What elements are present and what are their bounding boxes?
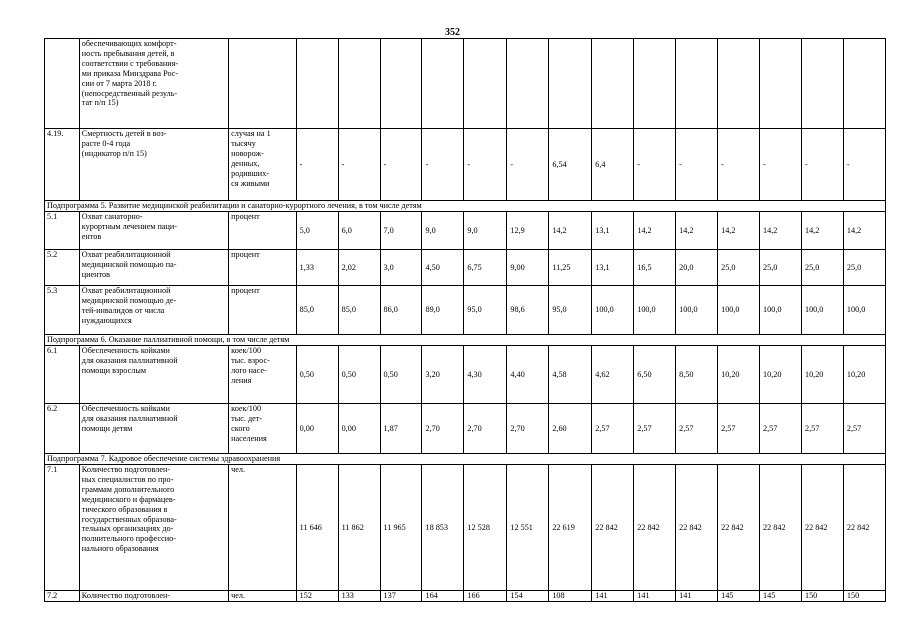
value-cell <box>422 39 464 129</box>
value-cell: 0,00 <box>338 404 380 454</box>
row-number: 5.1 <box>45 212 80 250</box>
value-cell <box>338 39 380 129</box>
indicator-name: Количество подготовлен- <box>79 591 228 602</box>
value-cell <box>676 39 718 129</box>
value-cell: 25,0 <box>843 250 885 286</box>
value-cell: 6,4 <box>592 129 634 201</box>
row-number: 6.1 <box>45 346 80 404</box>
section-title: Подпрограмма 5. Развитие медицинской реабилитации и санаторно-курортного лечения, в том числе детям <box>45 201 886 212</box>
value-cell: 22 842 <box>634 465 676 591</box>
value-cell: 0,50 <box>338 346 380 404</box>
value-cell: 3,0 <box>380 250 422 286</box>
value-cell: 2,57 <box>592 404 634 454</box>
value-cell: 100,0 <box>718 286 760 335</box>
value-cell: 25,0 <box>718 250 760 286</box>
value-cell: 14,2 <box>718 212 760 250</box>
value-cell: 14,2 <box>549 212 592 250</box>
value-cell: 9,0 <box>464 212 507 250</box>
value-cell: 95,0 <box>549 286 592 335</box>
value-cell: 4,40 <box>507 346 549 404</box>
value-cell: 85,0 <box>296 286 338 335</box>
value-cell: 1,87 <box>380 404 422 454</box>
value-cell <box>507 39 549 129</box>
value-cell: 1,33 <box>296 250 338 286</box>
value-cell: 22 842 <box>592 465 634 591</box>
value-cell: 100,0 <box>676 286 718 335</box>
value-cell: 86,0 <box>380 286 422 335</box>
value-cell: 8,50 <box>676 346 718 404</box>
value-cell: 14,2 <box>634 212 676 250</box>
value-cell: - <box>464 129 507 201</box>
value-cell: 6,54 <box>549 129 592 201</box>
unit-cell: чел. <box>229 465 297 591</box>
value-cell: - <box>718 129 760 201</box>
indicator-name: обеспечивающих комфорт- ность пребывания детей, в соответствии с требования- ми приказа Минздрава Рос- сии от 7 марта 2018 г. (непосредственный резуль- тат п/п 15) <box>79 39 228 129</box>
section-title: Подпрограмма 7. Кадровое обеспечение системы здравоохранения <box>45 454 886 465</box>
value-cell: - <box>760 129 802 201</box>
value-cell: - <box>634 129 676 201</box>
value-cell: 85,0 <box>338 286 380 335</box>
section-title: Подпрограмма 6. Оказание паллиативной помощи, в том числе детям <box>45 335 886 346</box>
table-row <box>45 286 886 335</box>
page-number: 352 <box>445 27 460 38</box>
row-number <box>45 39 80 129</box>
value-cell: 14,2 <box>801 212 843 250</box>
value-cell: 164 <box>422 591 464 602</box>
value-cell: 14,2 <box>676 212 718 250</box>
value-cell: 20,0 <box>676 250 718 286</box>
value-cell: 10,20 <box>843 346 885 404</box>
value-cell: 25,0 <box>760 250 802 286</box>
value-cell: 5,0 <box>296 212 338 250</box>
value-cell: 2,57 <box>718 404 760 454</box>
value-cell: 141 <box>592 591 634 602</box>
value-cell: - <box>380 129 422 201</box>
value-cell: 13,1 <box>592 212 634 250</box>
value-cell: 9,00 <box>507 250 549 286</box>
value-cell: 2,70 <box>464 404 507 454</box>
table-row <box>45 465 886 591</box>
value-cell: 2,70 <box>422 404 464 454</box>
value-cell <box>592 39 634 129</box>
value-cell: 14,2 <box>760 212 802 250</box>
value-cell: 89,0 <box>422 286 464 335</box>
value-cell: 10,20 <box>801 346 843 404</box>
unit-cell: процент <box>229 212 297 250</box>
value-cell: 10,20 <box>760 346 802 404</box>
value-cell: 0,50 <box>296 346 338 404</box>
unit-cell <box>229 39 297 129</box>
value-cell: 133 <box>338 591 380 602</box>
value-cell: 150 <box>801 591 843 602</box>
value-cell: 25,0 <box>801 250 843 286</box>
value-cell: 100,0 <box>843 286 885 335</box>
unit-cell: чел. <box>229 591 297 602</box>
value-cell: 18 853 <box>422 465 464 591</box>
section-row <box>45 454 886 465</box>
section-row <box>45 335 886 346</box>
row-number: 5.2 <box>45 250 80 286</box>
indicator-name: Охват реабилитационной медицинской помощью па- циентов <box>79 250 228 286</box>
value-cell: 4,62 <box>592 346 634 404</box>
value-cell: - <box>676 129 718 201</box>
value-cell: 141 <box>634 591 676 602</box>
table-row <box>45 39 886 129</box>
value-cell: 2,57 <box>634 404 676 454</box>
value-cell <box>801 39 843 129</box>
value-cell: - <box>296 129 338 201</box>
row-number: 7.1 <box>45 465 80 591</box>
value-cell <box>549 39 592 129</box>
value-cell <box>760 39 802 129</box>
value-cell: 2,02 <box>338 250 380 286</box>
indicator-name: Количество подготовлен- ных специалистов по про- граммам дополнительного медицинского и фармацев- тического образования в государственных образова- тельных организациях до- полнительного профессио- нального образования <box>79 465 228 591</box>
value-cell <box>718 39 760 129</box>
table-row <box>45 129 886 201</box>
value-cell: 0,00 <box>296 404 338 454</box>
value-cell <box>843 39 885 129</box>
value-cell: 22 619 <box>549 465 592 591</box>
value-cell <box>464 39 507 129</box>
unit-cell: процент <box>229 286 297 335</box>
value-cell: 6,0 <box>338 212 380 250</box>
value-cell: 145 <box>718 591 760 602</box>
value-cell: 13,1 <box>592 250 634 286</box>
value-cell: 141 <box>676 591 718 602</box>
table-row <box>45 591 886 602</box>
value-cell: 22 842 <box>801 465 843 591</box>
value-cell: - <box>422 129 464 201</box>
value-cell: 4,30 <box>464 346 507 404</box>
value-cell: 22 842 <box>718 465 760 591</box>
unit-cell: случая на 1 тысячу новорож- денных, родивших- ся живыми <box>229 129 297 201</box>
value-cell: 6,75 <box>464 250 507 286</box>
value-cell: 16,5 <box>634 250 676 286</box>
value-cell: 137 <box>380 591 422 602</box>
value-cell: 100,0 <box>801 286 843 335</box>
value-cell: 150 <box>843 591 885 602</box>
row-number: 4.19. <box>45 129 80 201</box>
value-cell: 100,0 <box>634 286 676 335</box>
value-cell: 12,9 <box>507 212 549 250</box>
value-cell: 12 551 <box>507 465 549 591</box>
indicator-name: Обеспеченность койками для оказания паллиативной помощи взрослым <box>79 346 228 404</box>
value-cell: 11 965 <box>380 465 422 591</box>
value-cell <box>380 39 422 129</box>
value-cell: - <box>338 129 380 201</box>
value-cell: 154 <box>507 591 549 602</box>
value-cell: - <box>507 129 549 201</box>
value-cell: 10,20 <box>718 346 760 404</box>
value-cell: 11 862 <box>338 465 380 591</box>
value-cell: 4,50 <box>422 250 464 286</box>
value-cell: 7,0 <box>380 212 422 250</box>
value-cell: 22 842 <box>676 465 718 591</box>
unit-cell: коек/100 тыс. взрос- лого насе- ления <box>229 346 297 404</box>
value-cell: 2,57 <box>843 404 885 454</box>
table-row <box>45 250 886 286</box>
value-cell: 3,20 <box>422 346 464 404</box>
value-cell: 22 842 <box>843 465 885 591</box>
value-cell <box>296 39 338 129</box>
unit-cell: коек/100 тыс. дет- ского населения <box>229 404 297 454</box>
value-cell: 2,60 <box>549 404 592 454</box>
value-cell: 0,50 <box>380 346 422 404</box>
indicators-table <box>44 38 886 602</box>
value-cell: 166 <box>464 591 507 602</box>
value-cell: 2,70 <box>507 404 549 454</box>
value-cell: 95,0 <box>464 286 507 335</box>
value-cell: 4,58 <box>549 346 592 404</box>
value-cell: 100,0 <box>760 286 802 335</box>
value-cell: 2,57 <box>676 404 718 454</box>
value-cell: 12 528 <box>464 465 507 591</box>
value-cell: 9,0 <box>422 212 464 250</box>
table-row <box>45 404 886 454</box>
value-cell: 11 646 <box>296 465 338 591</box>
value-cell: 22 842 <box>760 465 802 591</box>
value-cell: 98,6 <box>507 286 549 335</box>
value-cell: 2,57 <box>760 404 802 454</box>
value-cell: 100,0 <box>592 286 634 335</box>
row-number: 6.2 <box>45 404 80 454</box>
value-cell <box>634 39 676 129</box>
indicator-name: Охват санаторно- курортным лечением паци- ентов <box>79 212 228 250</box>
section-row <box>45 201 886 212</box>
value-cell: - <box>843 129 885 201</box>
indicator-name: Смертность детей в воз- расте 0-4 года (индикатор п/п 15) <box>79 129 228 201</box>
value-cell: - <box>801 129 843 201</box>
table-row <box>45 346 886 404</box>
row-number: 7.2 <box>45 591 80 602</box>
row-number: 5.3 <box>45 286 80 335</box>
value-cell: 2,57 <box>801 404 843 454</box>
table-row <box>45 212 886 250</box>
indicator-name: Обеспеченность койками для оказания паллиативной помощи детям <box>79 404 228 454</box>
indicator-name: Охват реабилитационной медицинской помощью де- тей-инвалидов от числа нуждающихся <box>79 286 228 335</box>
table-body <box>45 39 886 602</box>
value-cell: 152 <box>296 591 338 602</box>
value-cell: 11,25 <box>549 250 592 286</box>
unit-cell: процент <box>229 250 297 286</box>
value-cell: 108 <box>549 591 592 602</box>
value-cell: 14,2 <box>843 212 885 250</box>
value-cell: 145 <box>760 591 802 602</box>
value-cell: 6,50 <box>634 346 676 404</box>
